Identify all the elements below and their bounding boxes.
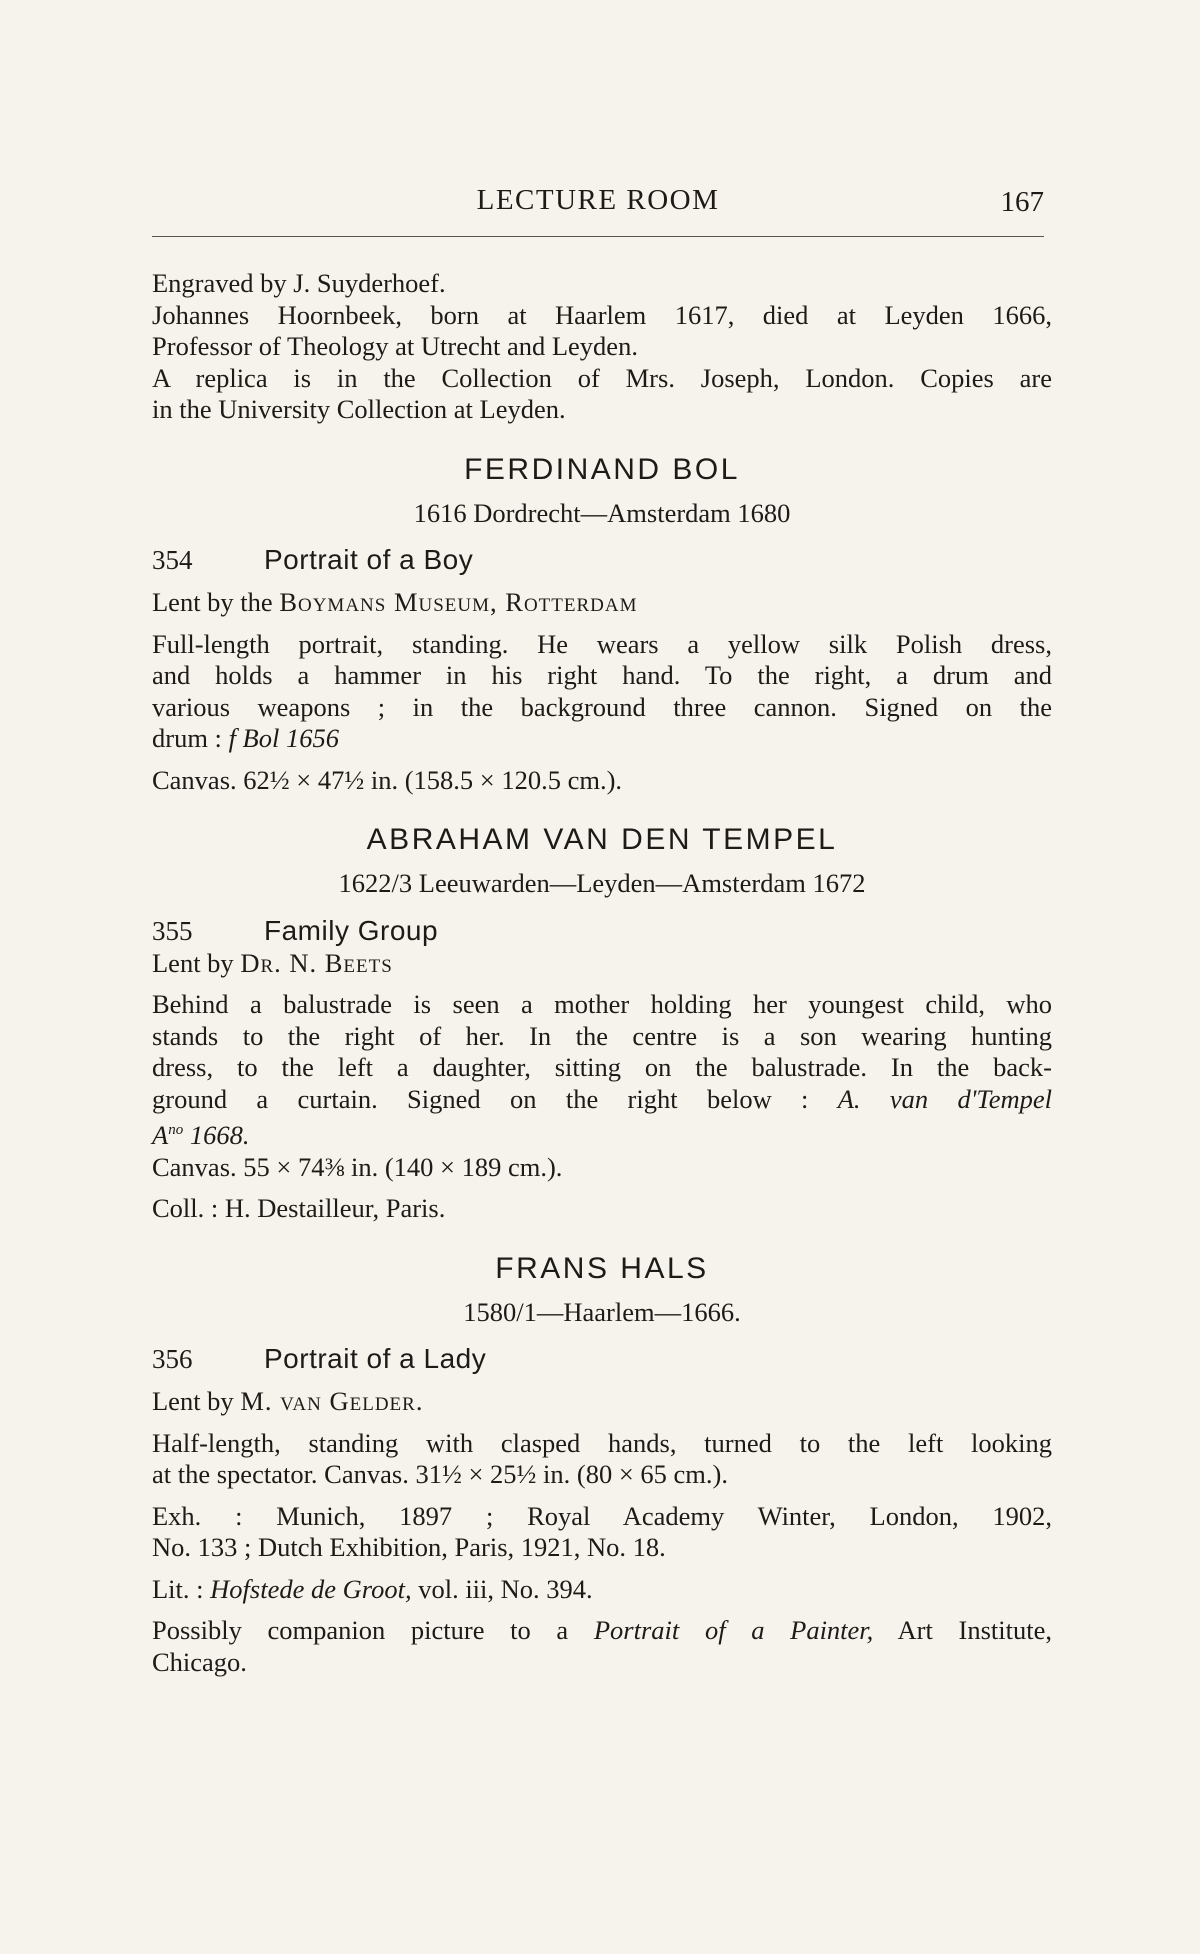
catalogue-entry-heading: [152, 1342, 1052, 1376]
description-line: [152, 1084, 1052, 1116]
description-line: dress, to the left a daughter, sitting on the balustrade. In the back-: [152, 1052, 1052, 1082]
catalogue-entry-heading: [152, 543, 1052, 577]
lender-line: [152, 1386, 1052, 1418]
literature-detail: vol. iii, No. 394.: [418, 1573, 593, 1604]
description-line: various weapons ; in the background three cannon. Signed on the: [152, 691, 1052, 722]
artist-heading: FERDINAND BOL: [464, 452, 740, 486]
exhibition-line: No. 133 ; Dutch Exhibition, Paris, 1921, No. 18.: [152, 1532, 666, 1562]
artist-dates: 1622/3 Leeuwarden—Leyden—Amsterdam 1672: [338, 868, 866, 898]
intro-line: Engraved by J. Suyderhoef.: [152, 268, 446, 298]
collection-note: Coll. : H. Destailleur, Paris.: [152, 1193, 446, 1223]
canvas-dimensions: Canvas. 62½ × 47½ in. (158.5 × 120.5 cm.).: [152, 764, 623, 795]
entry-title: Family Group: [264, 914, 439, 946]
description-line: Half-length, standing with clasped hands, turned to the left looking: [152, 1427, 1052, 1458]
signature: f Bol 1656: [228, 723, 339, 753]
lender-prefix: Lent by: [152, 1386, 234, 1416]
entry-description: [152, 629, 1052, 755]
entry-number: 355: [152, 915, 193, 946]
lender-prefix: Lent by the: [152, 587, 273, 617]
entry-description: [152, 989, 1052, 1152]
companion-note: [152, 1615, 1052, 1678]
description-line: [152, 723, 1052, 755]
intro-line: A replica is in the Collection of Mrs. Joseph, London. Copies are: [152, 362, 1052, 393]
signature: A. van d'Tempel: [837, 1083, 1052, 1114]
entry-number: 356: [152, 1344, 193, 1374]
signature-prefix: drum :: [152, 723, 222, 753]
lender-name: Dr. N. Beets: [240, 947, 393, 978]
description-line: Full-length portrait, standing. He wears a yellow silk Polish dress,: [152, 628, 1052, 659]
intro-line: in the University Collection at Leyden.: [152, 394, 566, 424]
description-line: Behind a balustrade is seen a mother holding her youngest child, who: [152, 989, 1052, 1019]
note-line: Chicago.: [152, 1646, 247, 1677]
artist-heading: ABRAHAM VAN DEN TEMPEL: [366, 823, 838, 856]
lender-line: [152, 587, 1052, 619]
description-line: and holds a hammer in his right hand. To the right, a drum and: [152, 660, 1052, 690]
intro-block: [152, 268, 1052, 426]
catalogue-entry-heading: [152, 914, 1052, 948]
description-line: at the spectator. Canvas. 31½ × 25½ in. (80 × 65 cm.).: [152, 1459, 728, 1489]
running-header: [152, 184, 1044, 226]
literature-prefix: Lit. :: [152, 1573, 204, 1604]
exhibition-line: Exh. : Munich, 1897 ; Royal Academy Winter, London, 1902,: [152, 1500, 1052, 1531]
artist-dates: 1616 Dordrecht—Amsterdam 1680: [413, 497, 791, 528]
lender-name: M. van Gelder.: [240, 1386, 424, 1416]
lender-prefix: Lent by: [152, 947, 234, 978]
header-rule: [152, 236, 1044, 237]
entry-title: Portrait of a Lady: [264, 1343, 487, 1374]
signature-prefix: ground a curtain. Signed on the right below :: [152, 1083, 809, 1114]
artist-heading: FRANS HALS: [495, 1251, 709, 1285]
literature-reference: [152, 1574, 1052, 1606]
intro-line: Johannes Hoornbeek, born at Haarlem 1617, died at Leyden 1666,: [152, 299, 1052, 330]
page-body: [152, 268, 1052, 1678]
exhibition-history: [152, 1501, 1052, 1564]
artist-dates: 1580/1—Haarlem—1666.: [463, 1296, 741, 1327]
entry-title: Portrait of a Boy: [264, 544, 474, 575]
note-line: Possibly companion picture to a Portrait of a Painter, Art Institute,: [152, 1615, 1052, 1645]
entry-description: [152, 1428, 1052, 1491]
page-number: 167: [1000, 186, 1044, 218]
lender-name: Boymans Museum, Rotterdam: [279, 587, 638, 617]
signature-date: $A^{no}$ 1668.: [152, 1120, 250, 1150]
description-line: stands to the right of her. In the centre is a son wearing hunting: [152, 1020, 1052, 1051]
lender-line: [152, 948, 1052, 980]
canvas-dimensions: Canvas. 55 × 74⅜ in. (140 × 189 cm.).: [152, 1151, 563, 1182]
literature-author: Hofstede de Groot,: [210, 1573, 412, 1604]
section-title: LECTURE ROOM: [476, 184, 720, 216]
entry-number: 354: [152, 545, 193, 575]
intro-line: Professor of Theology at Utrecht and Leyden.: [152, 331, 638, 361]
